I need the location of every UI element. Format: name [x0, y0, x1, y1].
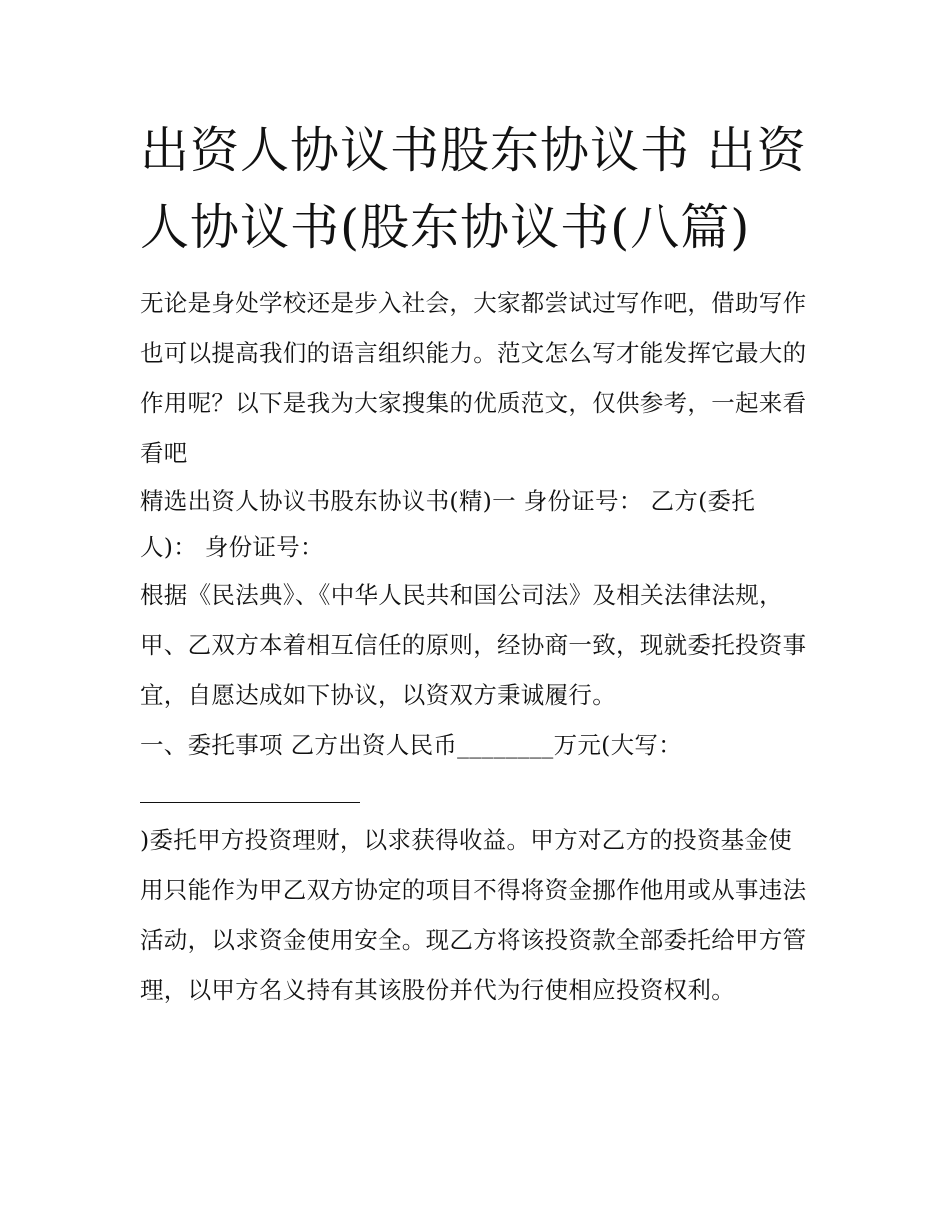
document-page: [140, 112, 812, 1015]
basis-paragraph: 根据《民法典》、《中华人民共和国公司法》及相关法律法规，甲、乙双方本着相互信任的原则，经协商一致，现就委托投资事宜，自愿达成如下协议，以资双方秉诚履行。: [140, 581, 807, 709]
document-title: 出资人协议书股东协议书 出资人协议书(股东协议书(八篇): [140, 122, 807, 256]
fill-in-blank-line: [140, 770, 360, 803]
entrustment-heading-paragraph: 一、委托事项 乙方出资人民币________万元(大写：: [140, 731, 683, 759]
parties-paragraph: 精选出资人协议书股东协议书(精)一 身份证号： 乙方(委托人)： 身份证号：: [140, 487, 756, 561]
entrustment-body-paragraph: )委托甲方投资理财，以求获得收益。甲方对乙方的投资基金使用只能作为甲乙双方协定的项目不得将资金挪作他用或从事违法活动，以求资金使用安全。现乙方将该投资款全部委托给甲方管理，以甲方名义持有其该股份并代为行使相应投资权利。: [140, 826, 807, 1004]
intro-paragraph: 无论是身处学校还是步入社会，大家都尝试过写作吧，借助写作也可以提高我们的语言组织能力。范文怎么写才能发挥它最大的作用呢？以下是我为大家搜集的优质范文，仅供参考，一起来看看吧: [140, 289, 807, 467]
